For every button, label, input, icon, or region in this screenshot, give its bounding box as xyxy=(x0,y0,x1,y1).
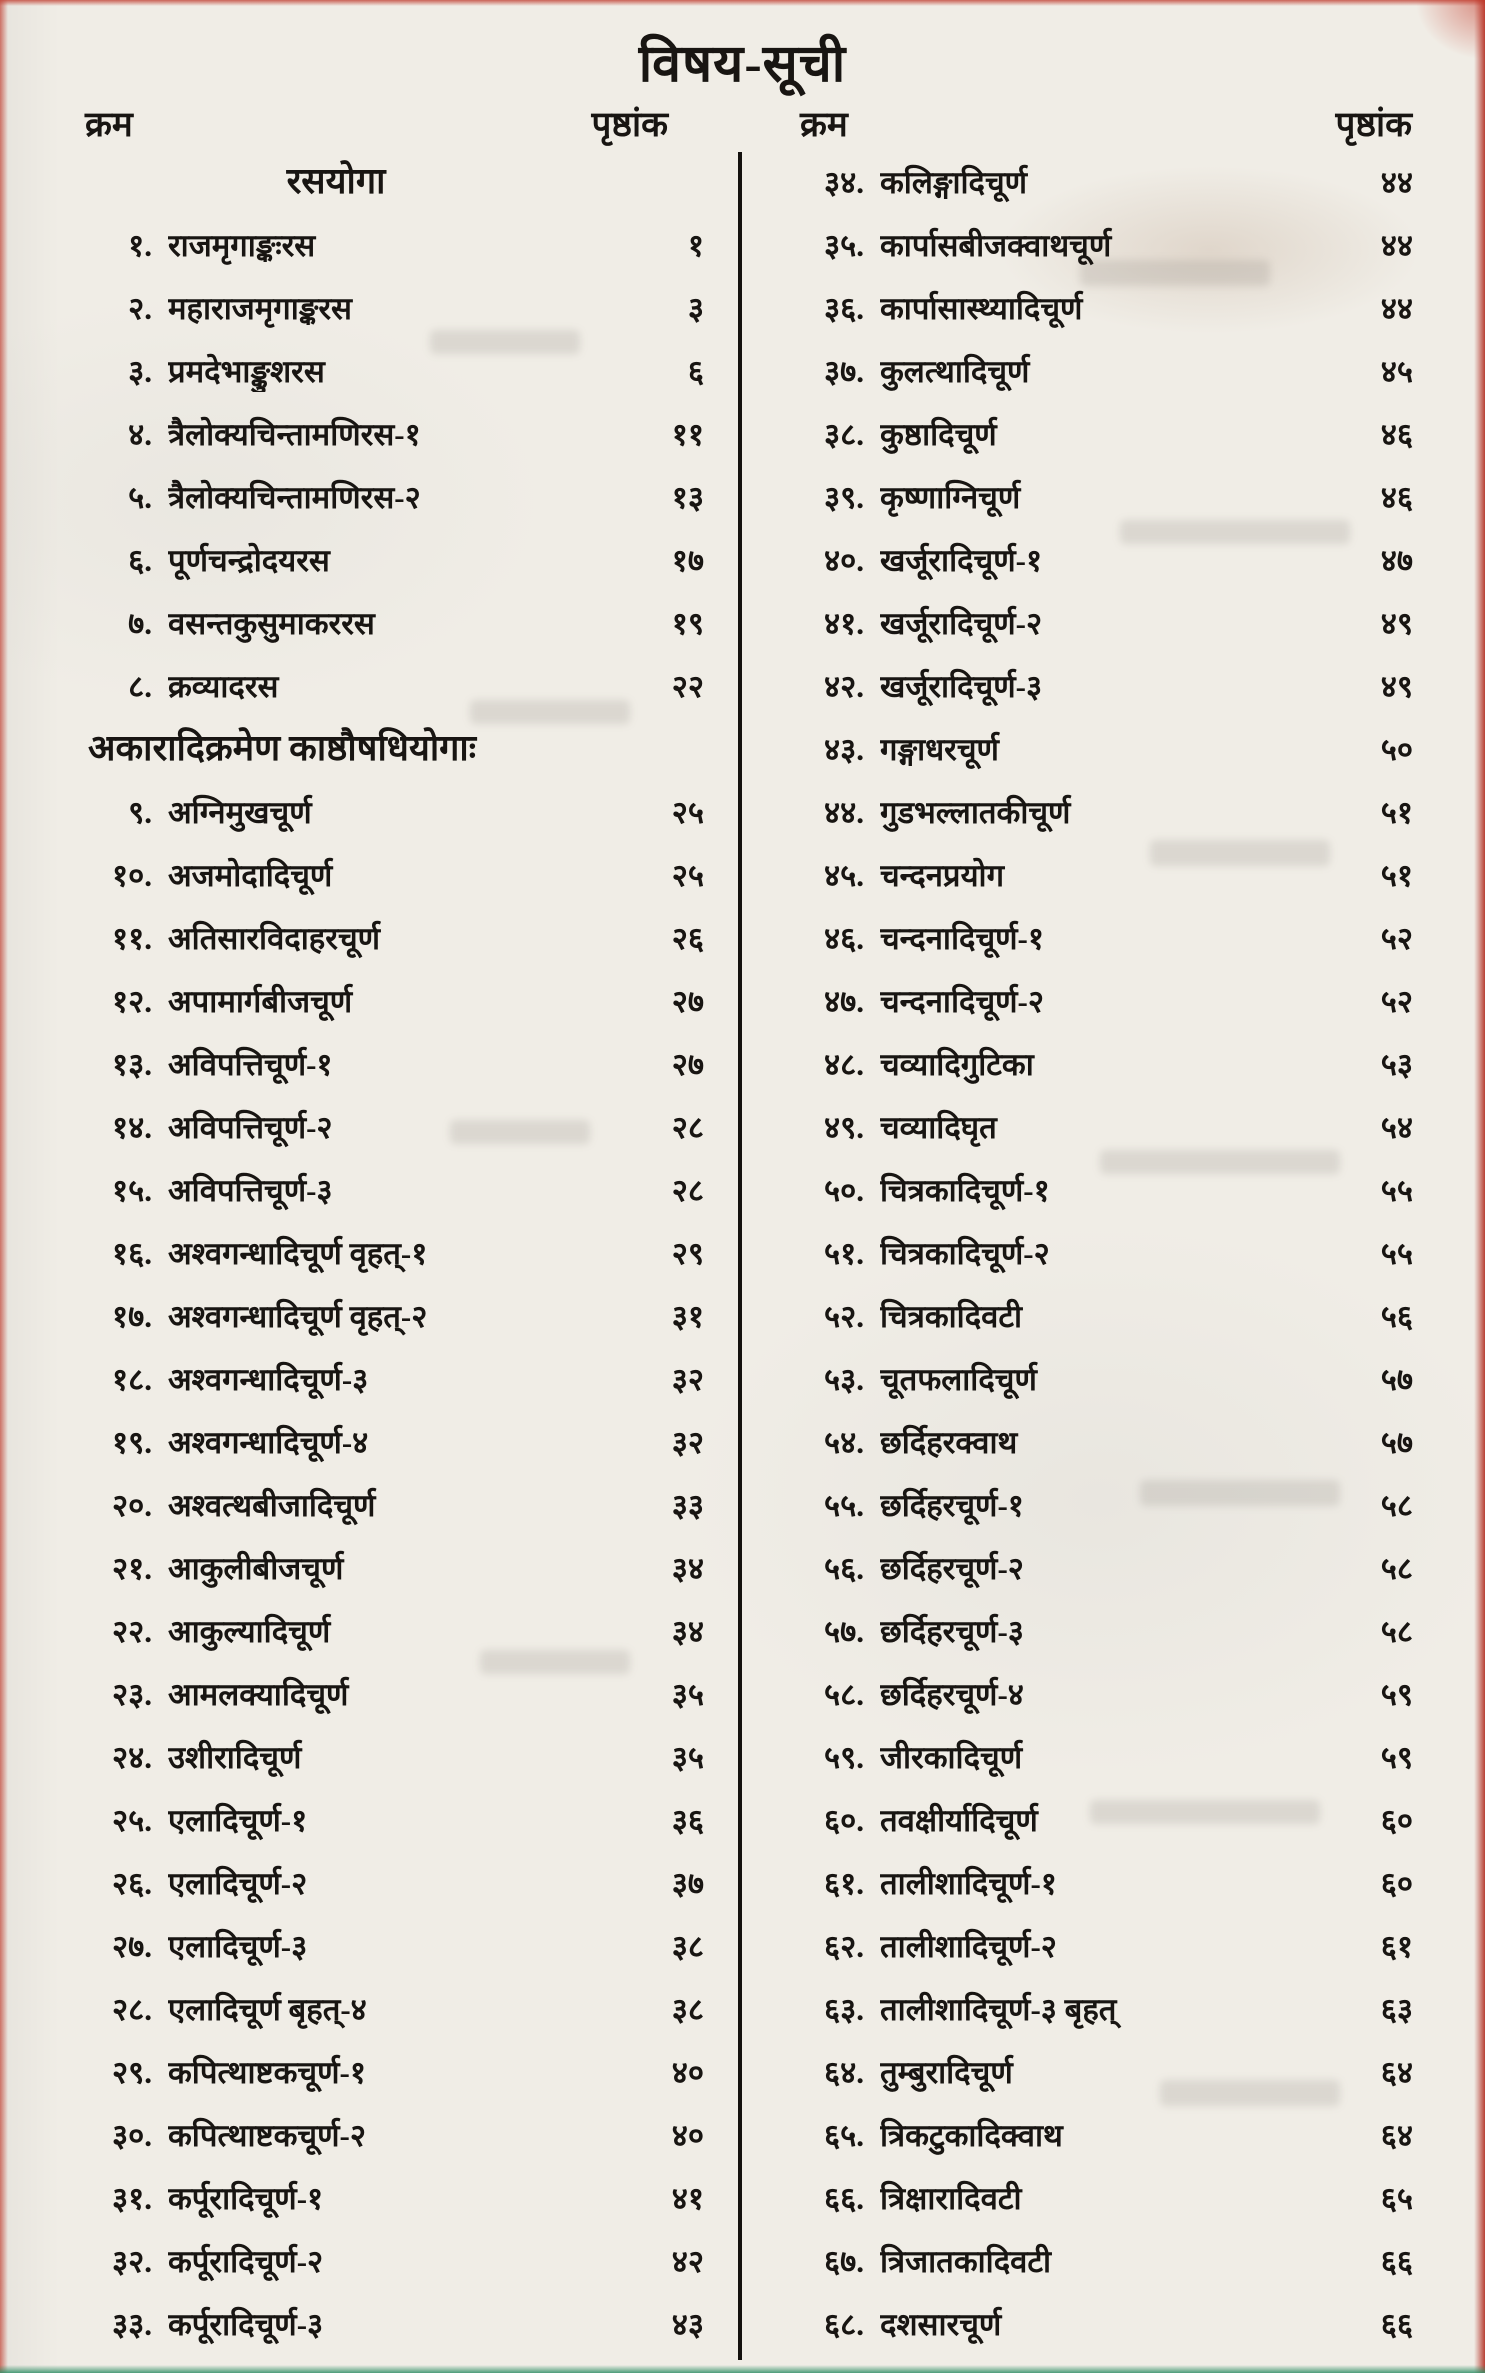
entry-page-number: २५ xyxy=(671,857,704,893)
entry-page-number: १७ xyxy=(671,542,704,578)
toc-entry xyxy=(88,2166,704,2229)
entry-title: तालीशादिचूर्ण-३ बृहत् xyxy=(880,1991,1117,2027)
toc-entry xyxy=(88,2040,704,2103)
entry-title: आकुलीबीजचूर्ण xyxy=(168,1550,344,1586)
entry-serial-number: ५५. xyxy=(824,1487,864,1523)
entry-page-number: ४१ xyxy=(671,2180,704,2216)
entry-title: अश्वगन्धादिचूर्ण-३ xyxy=(168,1361,369,1397)
toc-entry xyxy=(800,591,1413,654)
entry-title: चव्यादिगुटिका xyxy=(880,1046,1034,1082)
serial-header-right: क्रम xyxy=(800,105,848,144)
entry-page-number: २६ xyxy=(671,920,704,956)
entry-page-number: ४४ xyxy=(1380,227,1413,263)
entry-page-number: ४२ xyxy=(671,2243,704,2279)
entry-page-number: ३५ xyxy=(671,1676,704,1712)
toc-entry xyxy=(88,1095,704,1158)
entry-title: त्रिजातकादिवटी xyxy=(880,2243,1052,2279)
toc-entry xyxy=(800,1284,1413,1347)
entry-page-number: ५० xyxy=(1380,731,1413,767)
entry-title: छर्दिहरचूर्ण-४ xyxy=(880,1676,1024,1712)
entry-page-number: ५१ xyxy=(1380,857,1413,893)
toc-entry xyxy=(88,2229,704,2292)
toc-entry xyxy=(88,1410,704,1473)
entry-serial-number: १९. xyxy=(112,1424,152,1460)
toc-entry xyxy=(88,528,704,591)
section-heading-label: रसयोगा xyxy=(286,161,386,201)
entry-serial-number: ६५. xyxy=(824,2117,864,2153)
entry-serial-number: ५६. xyxy=(824,1550,864,1586)
scan-edge-top xyxy=(0,0,1485,6)
entry-serial-number: १०. xyxy=(112,857,152,893)
entry-title: कर्पूरादिचूर्ण-३ xyxy=(168,2306,324,2342)
entry-page-number: २८ xyxy=(671,1109,704,1145)
entry-serial-number: ५९. xyxy=(824,1739,864,1775)
entry-title: अविपत्तिचूर्ण-२ xyxy=(168,1109,333,1145)
toc-entry xyxy=(88,1158,704,1221)
entry-serial-number: ४५. xyxy=(824,857,864,893)
toc-entry xyxy=(88,780,704,843)
entry-title: तवक्षीर्यादिचूर्ण xyxy=(880,1802,1038,1838)
toc-entry xyxy=(800,213,1413,276)
entry-page-number: ५९ xyxy=(1380,1676,1413,1712)
toc-entry xyxy=(88,1347,704,1410)
toc-entry xyxy=(88,2103,704,2166)
toc-entry xyxy=(88,1788,704,1851)
entry-page-number: ६४ xyxy=(1380,2117,1413,2153)
toc-entry xyxy=(800,1725,1413,1788)
entry-title: त्रिक्षारादिवटी xyxy=(880,2180,1022,2216)
toc-entry xyxy=(800,1788,1413,1851)
entry-title: खर्जूरादिचूर्ण-१ xyxy=(880,542,1043,578)
entry-page-number: ५८ xyxy=(1380,1487,1413,1523)
entry-page-number: २२ xyxy=(671,668,704,704)
toc-entry xyxy=(88,2292,704,2355)
entry-page-number: ३४ xyxy=(671,1550,704,1586)
entry-title: चन्दनादिचूर्ण-२ xyxy=(880,983,1044,1019)
page-header-right: पृष्ठांक xyxy=(1335,105,1412,144)
toc-entry xyxy=(800,1410,1413,1473)
entry-serial-number: २. xyxy=(128,290,152,326)
entry-title: तालीशादिचूर्ण-२ xyxy=(880,1928,1057,1964)
entry-title: कुष्ठादिचूर्ण xyxy=(880,416,997,452)
entry-title: चित्रकादिचूर्ण-१ xyxy=(880,1172,1050,1208)
entry-serial-number: ३८. xyxy=(824,416,864,452)
entry-title: अपामार्गबीजचूर्ण xyxy=(168,983,353,1019)
entry-page-number: ३३ xyxy=(671,1487,704,1523)
entry-serial-number: १३. xyxy=(112,1046,152,1082)
toc-entry xyxy=(88,213,704,276)
toc-entry xyxy=(800,1914,1413,1977)
entry-page-number: ५२ xyxy=(1380,983,1413,1019)
toc-entry xyxy=(88,339,704,402)
entry-page-number: ११ xyxy=(671,416,704,452)
entry-serial-number: ६०. xyxy=(824,1802,864,1838)
entry-title: छर्दिहरक्वाथ xyxy=(880,1424,1018,1460)
toc-entry xyxy=(800,717,1413,780)
entry-page-number: ५५ xyxy=(1380,1172,1413,1208)
entry-page-number: ५५ xyxy=(1380,1235,1413,1271)
toc-entry xyxy=(800,654,1413,717)
entry-page-number: ५२ xyxy=(1380,920,1413,956)
entry-title: चूतफलादिचूर्ण xyxy=(880,1361,1037,1397)
entry-serial-number: ६८. xyxy=(824,2306,864,2342)
entry-page-number: ४६ xyxy=(1380,416,1413,452)
toc-right-column xyxy=(742,150,1485,2355)
entry-page-number: १९ xyxy=(671,605,704,641)
entry-serial-number: ६३. xyxy=(824,1991,864,2027)
entry-serial-number: ६१. xyxy=(824,1865,864,1901)
entry-serial-number: ५२. xyxy=(824,1298,864,1334)
toc-entry xyxy=(800,843,1413,906)
entry-page-number: २७ xyxy=(671,1046,704,1082)
entry-title: खर्जूरादिचूर्ण-२ xyxy=(880,605,1043,641)
entry-title: एलादिचूर्ण-२ xyxy=(168,1865,308,1901)
toc-entry xyxy=(800,150,1413,213)
toc-entry xyxy=(88,591,704,654)
entry-serial-number: ४३. xyxy=(824,731,864,767)
entry-title: एलादिचूर्ण बृहत्-४ xyxy=(168,1991,367,2027)
entry-title: एलादिचूर्ण-१ xyxy=(168,1802,308,1838)
page-header-left: पृष्ठांक xyxy=(591,105,668,144)
toc-entry xyxy=(88,1221,704,1284)
entry-serial-number: ४८. xyxy=(824,1046,864,1082)
entry-title: कपित्थाष्टकचूर्ण-२ xyxy=(168,2117,366,2153)
entry-title: अश्वगन्धादिचूर्ण-४ xyxy=(168,1424,369,1460)
entry-page-number: ५७ xyxy=(1380,1424,1413,1460)
entry-page-number: ६३ xyxy=(1380,1991,1413,2027)
entry-page-number: १३ xyxy=(671,479,704,515)
entry-serial-number: ५४. xyxy=(824,1424,864,1460)
toc-entry xyxy=(800,1221,1413,1284)
entry-serial-number: ६६. xyxy=(824,2180,864,2216)
entry-page-number: ५१ xyxy=(1380,794,1413,830)
table-header-row xyxy=(0,100,1485,152)
entry-serial-number: १५. xyxy=(112,1172,152,1208)
entry-title: वसन्तकुसुमाकररस xyxy=(168,605,375,641)
entry-serial-number: १७. xyxy=(112,1298,152,1334)
entry-title: क्रव्यादरस xyxy=(168,668,279,704)
entry-title: दशसारचूर्ण xyxy=(880,2306,1002,2342)
entry-serial-number: २६. xyxy=(112,1865,152,1901)
entry-serial-number: ४२. xyxy=(824,668,864,704)
entry-serial-number: ४१. xyxy=(824,605,864,641)
toc-entry xyxy=(88,1977,704,2040)
entry-page-number: ६४ xyxy=(1380,2054,1413,2090)
entry-title: अग्निमुखचूर्ण xyxy=(168,794,312,830)
entry-page-number: ४७ xyxy=(1380,542,1413,578)
entry-serial-number: ४०. xyxy=(824,542,864,578)
scan-edge-bottom xyxy=(0,2365,1485,2373)
entry-serial-number: ६२. xyxy=(824,1928,864,1964)
toc-entry xyxy=(88,1473,704,1536)
toc-entry xyxy=(88,654,704,717)
entry-page-number: ६० xyxy=(1380,1802,1413,1838)
toc-entry xyxy=(88,1032,704,1095)
entry-title: अविपत्तिचूर्ण-१ xyxy=(168,1046,333,1082)
entry-page-number: ४३ xyxy=(671,2306,704,2342)
entry-title: कुलत्थादिचूर्ण xyxy=(880,353,1030,389)
entry-title: खर्जूरादिचूर्ण-३ xyxy=(880,668,1043,704)
entry-serial-number: ८. xyxy=(128,668,152,704)
entry-page-number: १ xyxy=(687,227,704,263)
section-heading xyxy=(88,150,704,213)
entry-serial-number: ५८. xyxy=(824,1676,864,1712)
entry-title: कृष्णाग्निचूर्ण xyxy=(880,479,1021,515)
entry-page-number: ३५ xyxy=(671,1739,704,1775)
entry-page-number: ६६ xyxy=(1380,2243,1413,2279)
entry-serial-number: ५७. xyxy=(824,1613,864,1649)
entry-title: अविपत्तिचूर्ण-३ xyxy=(168,1172,333,1208)
entry-serial-number: २५. xyxy=(112,1802,152,1838)
entry-page-number: ५६ xyxy=(1380,1298,1413,1334)
entry-serial-number: ७. xyxy=(128,605,152,641)
entry-title: त्रैलोक्यचिन्तामणिरस-१ xyxy=(168,416,421,452)
toc-entry xyxy=(88,1284,704,1347)
toc-entry xyxy=(88,1725,704,1788)
toc-left-rows xyxy=(0,150,742,2355)
entry-page-number: ६१ xyxy=(1380,1928,1413,1964)
entry-title: आमलक्यादिचूर्ण xyxy=(168,1676,349,1712)
toc-entry xyxy=(800,1851,1413,1914)
entry-page-number: २५ xyxy=(671,794,704,830)
entry-page-number: ५८ xyxy=(1380,1550,1413,1586)
entry-title: छर्दिहरचूर्ण-१ xyxy=(880,1487,1024,1523)
entry-title: कर्पूरादिचूर्ण-१ xyxy=(168,2180,324,2216)
entry-page-number: २७ xyxy=(671,983,704,1019)
entry-page-number: ५८ xyxy=(1380,1613,1413,1649)
entry-title: त्रिकटुकादिक्वाथ xyxy=(880,2117,1063,2153)
entry-page-number: ४४ xyxy=(1380,290,1413,326)
entry-page-number: ४६ xyxy=(1380,479,1413,515)
toc-entry xyxy=(800,2040,1413,2103)
entry-page-number: ४९ xyxy=(1380,668,1413,704)
entry-page-number: ५९ xyxy=(1380,1739,1413,1775)
entry-serial-number: ४७. xyxy=(824,983,864,1019)
toc-entry xyxy=(88,906,704,969)
entry-page-number: ३ xyxy=(687,290,704,326)
entry-title: अतिसारविदाहरचूर्ण xyxy=(168,920,381,956)
entry-serial-number: १२. xyxy=(112,983,152,1019)
entry-serial-number: ४९. xyxy=(824,1109,864,1145)
entry-title: एलादिचूर्ण-३ xyxy=(168,1928,308,1964)
toc-entry xyxy=(88,969,704,1032)
toc-entry xyxy=(800,528,1413,591)
entry-serial-number: ६४. xyxy=(824,2054,864,2090)
toc-entry xyxy=(88,1851,704,1914)
entry-title: पूर्णचन्द्रोदयरस xyxy=(168,542,330,578)
entry-serial-number: १६. xyxy=(112,1235,152,1271)
toc-entry xyxy=(800,969,1413,1032)
entry-title: अजमोदादिचूर्ण xyxy=(168,857,333,893)
entry-page-number: ४५ xyxy=(1380,353,1413,389)
section-heading xyxy=(88,717,704,780)
entry-title: उशीरादिचूर्ण xyxy=(168,1739,302,1775)
entry-page-number: ४४ xyxy=(1380,164,1413,200)
toc-entry xyxy=(88,1599,704,1662)
toc-entry xyxy=(800,1599,1413,1662)
toc-entry xyxy=(800,1662,1413,1725)
entry-page-number: ६ xyxy=(687,353,704,389)
entry-page-number: ६६ xyxy=(1380,2306,1413,2342)
toc-entry xyxy=(800,1158,1413,1221)
entry-page-number: ३२ xyxy=(671,1424,704,1460)
entry-serial-number: ९. xyxy=(128,794,152,830)
toc-entry xyxy=(88,1536,704,1599)
entry-title: राजमृगाङ्कःरस xyxy=(168,227,316,263)
toc-entry xyxy=(800,1095,1413,1158)
toc-entry xyxy=(800,2292,1413,2355)
toc-entry xyxy=(800,2166,1413,2229)
entry-serial-number: २१. xyxy=(112,1550,152,1586)
entry-serial-number: ३३. xyxy=(112,2306,152,2342)
entry-page-number: ५३ xyxy=(1380,1046,1413,1082)
entry-serial-number: ३०. xyxy=(112,2117,152,2153)
entry-serial-number: ३२. xyxy=(112,2243,152,2279)
entry-serial-number: २३. xyxy=(112,1676,152,1712)
entry-page-number: ३१ xyxy=(671,1298,704,1334)
toc-entry xyxy=(800,1977,1413,2040)
entry-page-number: २९ xyxy=(671,1235,704,1271)
entry-serial-number: १८. xyxy=(112,1361,152,1397)
page-title: विषय-सूची xyxy=(638,36,847,93)
entry-serial-number: ५. xyxy=(128,479,152,515)
entry-serial-number: ६. xyxy=(128,542,152,578)
entry-title: कार्पासास्थ्यादिचूर्ण xyxy=(880,290,1083,326)
entry-page-number: ६० xyxy=(1380,1865,1413,1901)
entry-title: चन्दनादिचूर्ण-१ xyxy=(880,920,1044,956)
entry-serial-number: २०. xyxy=(112,1487,152,1523)
entry-page-number: ३७ xyxy=(671,1865,704,1901)
entry-serial-number: २२. xyxy=(112,1613,152,1649)
entry-title: कपित्थाष्टकचूर्ण-१ xyxy=(168,2054,366,2090)
toc-entry xyxy=(800,339,1413,402)
entry-page-number: ४० xyxy=(671,2117,704,2153)
toc-entry xyxy=(88,1662,704,1725)
entry-title: कर्पूरादिचूर्ण-२ xyxy=(168,2243,324,2279)
entry-title: तालीशादिचूर्ण-१ xyxy=(880,1865,1057,1901)
entry-title: चव्यादिघृत xyxy=(880,1109,997,1145)
toc-entry xyxy=(88,843,704,906)
toc-right-rows xyxy=(742,150,1485,2355)
toc-entry xyxy=(88,402,704,465)
entry-title: गङ्गाधरचूर्ण xyxy=(880,731,999,767)
entry-serial-number: २८. xyxy=(112,1991,152,2027)
entry-title: तुम्बुरादिचूर्ण xyxy=(880,2054,1013,2090)
entry-serial-number: ६७. xyxy=(824,2243,864,2279)
entry-page-number: ५४ xyxy=(1380,1109,1413,1145)
entry-serial-number: ४. xyxy=(128,416,152,452)
entry-page-number: ३४ xyxy=(671,1613,704,1649)
entry-page-number: ३६ xyxy=(671,1802,704,1838)
entry-title: चित्रकादिचूर्ण-२ xyxy=(880,1235,1050,1271)
entry-page-number: २८ xyxy=(671,1172,704,1208)
entry-page-number: ३८ xyxy=(671,1991,704,2027)
entry-title: चन्दनप्रयोग xyxy=(880,857,1005,893)
toc-entry xyxy=(800,402,1413,465)
entry-serial-number: २७. xyxy=(112,1928,152,1964)
toc-entry xyxy=(88,276,704,339)
toc-entry xyxy=(800,1536,1413,1599)
entry-title: अश्वत्थबीजादिचूर्ण xyxy=(168,1487,376,1523)
entry-serial-number: १४. xyxy=(112,1109,152,1145)
entry-serial-number: ३७. xyxy=(824,353,864,389)
entry-title: प्रमदेभाङ्कुशरस xyxy=(168,353,325,389)
toc-entry xyxy=(800,1473,1413,1536)
entry-title: त्रैलोक्यचिन्तामणिरस-२ xyxy=(168,479,421,515)
entry-page-number: ५७ xyxy=(1380,1361,1413,1397)
entry-serial-number: ३४. xyxy=(824,164,864,200)
entry-serial-number: ३. xyxy=(128,353,152,389)
entry-serial-number: ५१. xyxy=(824,1235,864,1271)
entry-page-number: ६५ xyxy=(1380,2180,1413,2216)
entry-serial-number: २९. xyxy=(112,2054,152,2090)
entry-page-number: ३८ xyxy=(671,1928,704,1964)
entry-title: गुडभल्लातकीचूर्ण xyxy=(880,794,1071,830)
entry-title: अश्वगन्धादिचूर्ण वृहत्-१ xyxy=(168,1235,428,1271)
entry-serial-number: ४६. xyxy=(824,920,864,956)
toc-entry xyxy=(800,276,1413,339)
entry-page-number: ४० xyxy=(671,2054,704,2090)
entry-serial-number: ३९. xyxy=(824,479,864,515)
entry-serial-number: ३१. xyxy=(112,2180,152,2216)
section-heading-label: अकारादिक्रमेण काष्ठौषधियोगाः xyxy=(88,728,477,768)
toc-entry xyxy=(800,780,1413,843)
toc-entry xyxy=(800,1347,1413,1410)
entry-page-number: ४९ xyxy=(1380,605,1413,641)
toc-entry xyxy=(800,2103,1413,2166)
entry-title: अश्वगन्धादिचूर्ण वृहत्-२ xyxy=(168,1298,428,1334)
entry-title: छर्दिहरचूर्ण-२ xyxy=(880,1550,1024,1586)
toc-entry xyxy=(800,906,1413,969)
entry-serial-number: ३५. xyxy=(824,227,864,263)
entry-title: आकुल्यादिचूर्ण xyxy=(168,1613,331,1649)
entry-title: छर्दिहरचूर्ण-३ xyxy=(880,1613,1024,1649)
toc-entry xyxy=(88,465,704,528)
toc-entry xyxy=(800,465,1413,528)
toc-entry xyxy=(88,1914,704,1977)
entry-title: चित्रकादिवटी xyxy=(880,1298,1023,1334)
entry-serial-number: ५३. xyxy=(824,1361,864,1397)
entry-title: कार्पासबीजक्वाथचूर्ण xyxy=(880,227,1112,263)
toc-entry xyxy=(800,1032,1413,1095)
entry-page-number: ३२ xyxy=(671,1361,704,1397)
entry-title: जीरकादिचूर्ण xyxy=(880,1739,1023,1775)
entry-serial-number: ५०. xyxy=(824,1172,864,1208)
entry-serial-number: ३६. xyxy=(824,290,864,326)
serial-header-left: क्रम xyxy=(85,105,133,144)
entry-serial-number: ४४. xyxy=(824,794,864,830)
entry-serial-number: ११. xyxy=(112,920,152,956)
toc-entry xyxy=(800,2229,1413,2292)
entry-title: कलिङ्गादिचूर्ण xyxy=(880,164,1028,200)
toc-left-column xyxy=(0,150,742,2355)
entry-serial-number: २४. xyxy=(112,1739,152,1775)
entry-title: महाराजमृगाङ्करस xyxy=(168,290,353,326)
entry-serial-number: १. xyxy=(128,227,152,263)
